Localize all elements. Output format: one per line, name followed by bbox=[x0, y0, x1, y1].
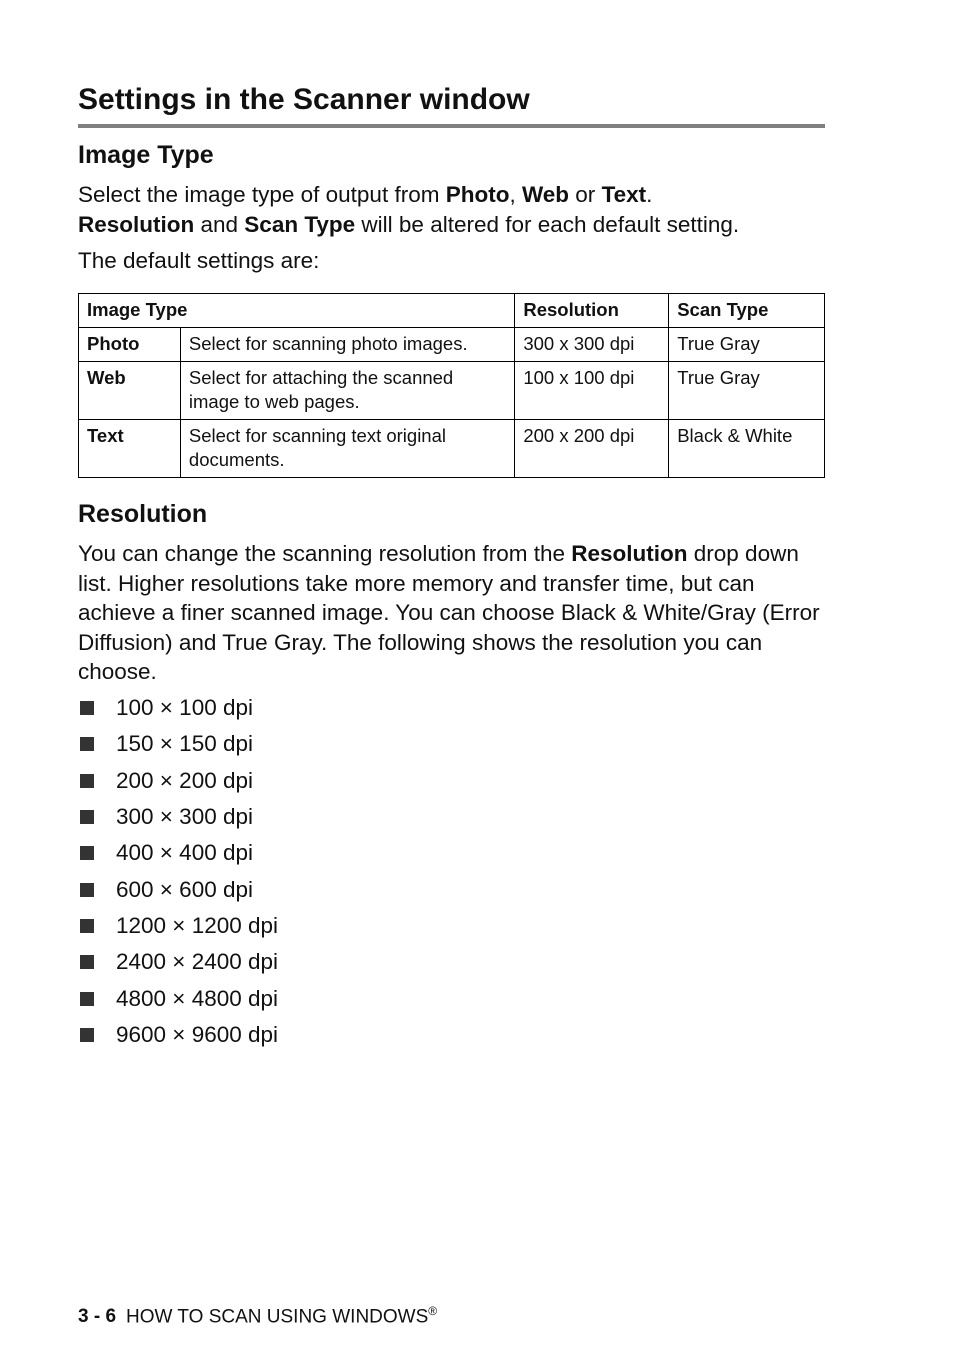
square-bullet-icon bbox=[80, 846, 94, 860]
row-resolution: 200 x 200 dpi bbox=[515, 420, 669, 478]
list-item: 600 × 600 dpi bbox=[78, 871, 278, 907]
page-number: 3 - 6 bbox=[78, 1306, 117, 1328]
row-name: Web bbox=[79, 362, 181, 420]
list-item: 9600 × 9600 dpi bbox=[78, 1017, 278, 1053]
image-type-intro: Select the image type of output from Photo, Web or Text. Resolution and Scan Type will be altered for each default setting. bbox=[78, 182, 740, 237]
row-scan-type: Black & White bbox=[669, 420, 825, 478]
page-footer bbox=[78, 1298, 437, 1330]
header-scan-type: Scan Type bbox=[669, 294, 825, 328]
list-item: 400 × 400 dpi bbox=[78, 835, 278, 871]
list-item: 100 × 100 dpi bbox=[78, 690, 278, 726]
row-description: Select for scanning text original documents. bbox=[180, 420, 514, 478]
row-name: Photo bbox=[79, 328, 181, 362]
row-resolution: 300 x 300 dpi bbox=[515, 328, 669, 362]
row-scan-type: True Gray bbox=[669, 362, 825, 420]
square-bullet-icon bbox=[80, 955, 94, 969]
table-row bbox=[79, 420, 825, 478]
default-settings-table bbox=[78, 293, 825, 478]
list-item: 150 × 150 dpi bbox=[78, 726, 278, 762]
table-header-row bbox=[79, 294, 825, 328]
square-bullet-icon bbox=[80, 1028, 94, 1042]
square-bullet-icon bbox=[80, 737, 94, 751]
chapter-title: HOW TO SCAN USING WINDOWS bbox=[126, 1306, 429, 1328]
row-description: Select for scanning photo images. bbox=[180, 328, 514, 362]
list-item: 200 × 200 dpi bbox=[78, 763, 278, 799]
table-row bbox=[79, 362, 825, 420]
row-resolution: 100 x 100 dpi bbox=[515, 362, 669, 420]
table-row bbox=[79, 328, 825, 362]
list-item: 300 × 300 dpi bbox=[78, 799, 278, 835]
square-bullet-icon bbox=[80, 992, 94, 1006]
defaults-intro: The default settings are: bbox=[78, 248, 320, 273]
resolution-list bbox=[78, 690, 278, 1053]
square-bullet-icon bbox=[80, 919, 94, 933]
row-description: Select for attaching the scanned image to web pages. bbox=[180, 362, 514, 420]
square-bullet-icon bbox=[80, 701, 94, 715]
row-name: Text bbox=[79, 420, 181, 478]
list-item: 4800 × 4800 dpi bbox=[78, 980, 278, 1016]
page-title: Settings in the Scanner window bbox=[78, 83, 530, 116]
section-heading-image-type: Image Type bbox=[78, 141, 214, 169]
row-scan-type: True Gray bbox=[669, 328, 825, 362]
registered-mark: ® bbox=[428, 1304, 438, 1318]
resolution-paragraph: You can change the scanning resolution from the Resolution drop down list. Higher resolutions take more memory and transfer time, but can achieve a finer scanned image. You can choose Black & White/Gray (Error Diffusion) and True Gray. The following shows the resolution you can choose. bbox=[78, 541, 820, 684]
list-item: 2400 × 2400 dpi bbox=[78, 944, 278, 980]
title-rule bbox=[78, 124, 825, 128]
square-bullet-icon bbox=[80, 810, 94, 824]
header-image-type: Image Type bbox=[79, 294, 515, 328]
square-bullet-icon bbox=[80, 774, 94, 788]
section-heading-resolution: Resolution bbox=[78, 500, 208, 528]
square-bullet-icon bbox=[80, 883, 94, 897]
list-item: 1200 × 1200 dpi bbox=[78, 908, 278, 944]
header-resolution: Resolution bbox=[515, 294, 669, 328]
